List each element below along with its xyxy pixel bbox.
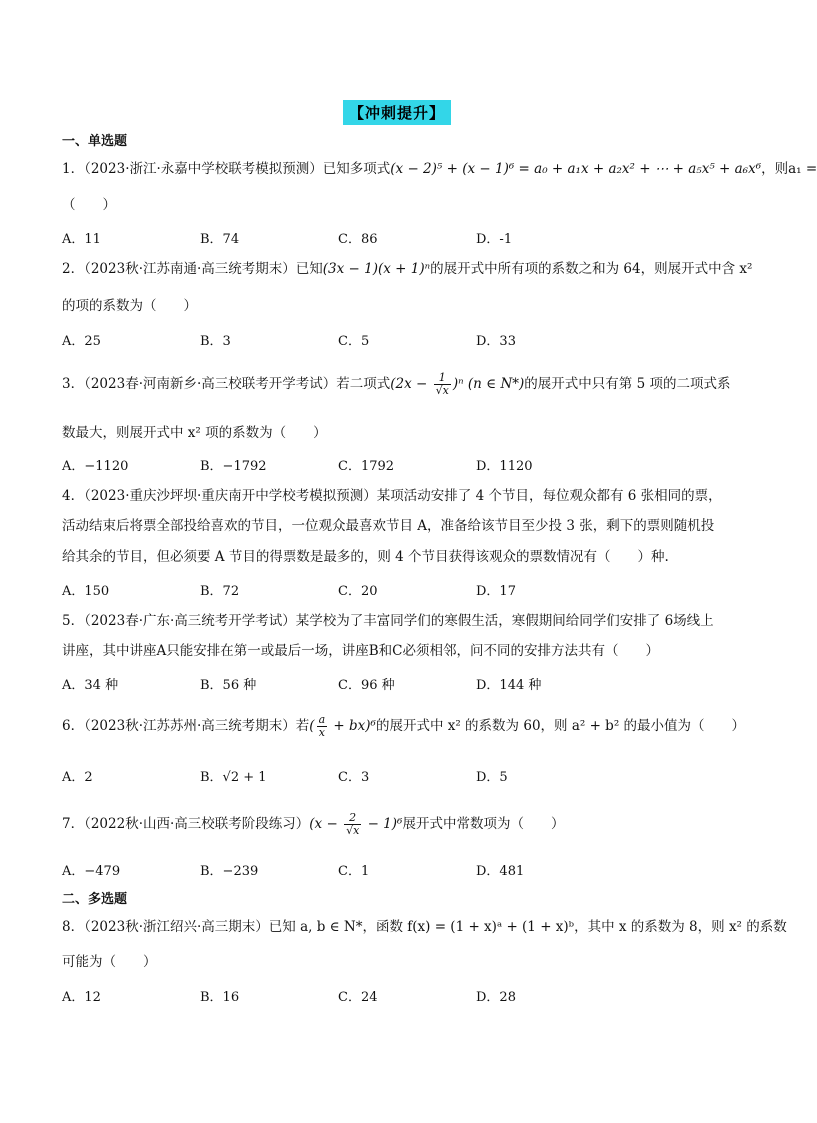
question-7-options xyxy=(62,860,742,880)
option-b: B．74 xyxy=(200,232,240,247)
question-5-line-1: 5．（2023春·广东·高三统考开学考试）某学校为了丰富同学们的寒假生活，寒假期间给同学们安排了 6场线上 xyxy=(62,613,714,629)
option-c: C．86 xyxy=(338,232,378,247)
option-d: D．144 种 xyxy=(476,678,542,693)
question-1-line-1: 1．（2023·浙江·永嘉中学校联考模拟预测）已知多项式(x − 2)⁵ + (x − 1)⁶ = a₀ + a₁x + a₂x² + ⋯ + a₅x⁵ + a₆x⁶，则a₁ = xyxy=(62,161,817,177)
fraction: $\frac{a}{x}$ xyxy=(318,713,326,739)
option-b: B．√2 + 1 xyxy=(200,770,267,785)
option-b: B．−239 xyxy=(200,864,259,879)
option-d: D．1120 xyxy=(476,459,533,474)
fraction: $\frac{2}{√x}$ xyxy=(346,811,360,837)
option-d: D．481 xyxy=(476,864,525,879)
question-5-line-2: 讲座，其中讲座A只能安排在第一或最后一场，讲座B和C必须相邻，问不同的安排方法共有（ ） xyxy=(62,643,659,659)
option-a: A．−479 xyxy=(62,864,121,879)
option-c: C．20 xyxy=(338,584,378,599)
option-b: B．3 xyxy=(200,334,231,349)
option-a: A．−1120 xyxy=(62,459,129,474)
question-3-line-2: 数最大，则展开式中 x² 项的系数为（ ） xyxy=(62,425,327,441)
option-d: D．17 xyxy=(476,584,516,599)
option-a: A．34 种 xyxy=(62,678,119,693)
option-a: A．150 xyxy=(62,584,110,599)
option-c: C．3 xyxy=(338,770,370,785)
question-3-line-1: 3．（2023春·河南新乡·高三校联考开学考试）若二项式(2x − $\frac{1}{√x}$ )ⁿ (n ∈ N*)的展开式中只有第 5 项的二项式系 xyxy=(62,371,731,397)
title-wrap xyxy=(0,100,794,125)
option-a: A．2 xyxy=(62,770,93,785)
question-1-line-2: （ ） xyxy=(62,197,116,213)
question-4-line-3: 给其余的节目，但必须要 A 节目的得票数是最多的，则 4 个节目获得该观众的票数情况有（ ）种. xyxy=(62,549,669,565)
section-heading-single: 一、单选题 xyxy=(62,134,128,149)
option-d: D．28 xyxy=(476,990,516,1005)
option-c: C．5 xyxy=(338,334,370,349)
question-8-line-2: 可能为（ ） xyxy=(62,954,157,970)
option-c: C．96 种 xyxy=(338,678,395,693)
option-c: C．1792 xyxy=(338,459,395,474)
option-d: D．33 xyxy=(476,334,516,349)
option-a: A．11 xyxy=(62,232,101,247)
question-4-options xyxy=(62,580,742,600)
option-c: C．1 xyxy=(338,864,370,879)
option-a: A．12 xyxy=(62,990,101,1005)
question-8-line-1: 8．（2023秋·浙江绍兴·高三期末）已知 a, b ∈ N*，函数 f(x) = (1 + x)ᵃ + (1 + x)ᵇ，其中 x 的系数为 8，则 x² 的系数 xyxy=(62,919,787,935)
page-title: 【冲刺提升】 xyxy=(343,100,451,125)
question-4-line-2: 活动结束后将票全部投给喜欢的节目，一位观众最喜欢节目 A，准备给该节目至少投 3 张，剩下的票则随机投 xyxy=(62,518,715,534)
question-4-line-1: 4．（2023·重庆沙坪坝·重庆南开中学校考模拟预测）某项活动安排了 4 个节目，每位观众都有 6 张相同的票， xyxy=(62,488,722,504)
option-b: B．72 xyxy=(200,584,240,599)
option-b: B．−1792 xyxy=(200,459,267,474)
section-heading-multi: 二、多选题 xyxy=(62,892,128,907)
question-5-options xyxy=(62,674,742,694)
question-8-options xyxy=(62,986,742,1006)
question-1-options xyxy=(62,228,742,248)
option-d: D．-1 xyxy=(476,232,513,247)
option-b: B．16 xyxy=(200,990,240,1005)
question-2-line-1: 2．（2023秋·江苏南通·高三统考期末）已知(3x − 1)(x + 1)ⁿ的展开式中所有项的系数之和为 64，则展开式中含 x² xyxy=(62,261,753,277)
option-b: B．56 种 xyxy=(200,678,257,693)
question-6-options xyxy=(62,766,742,786)
option-c: C．24 xyxy=(338,990,378,1005)
question-2-line-2: 的项的系数为（ ） xyxy=(62,298,197,314)
option-d: D．5 xyxy=(476,770,508,785)
question-2-options xyxy=(62,330,742,350)
option-a: A．25 xyxy=(62,334,101,349)
question-3-options xyxy=(62,455,742,475)
question-7-line-1: 7．（2022秋·山西·高三校联考阶段练习）(x − $\frac{2}{√x}$ − 1)⁶展开式中常数项为（ ） xyxy=(62,811,565,837)
fraction: $\frac{1}{√x}$ xyxy=(435,371,449,397)
question-6-line-1: 6．（2023秋·江苏苏州·高三统考期末）若( $\frac{a}{x}$ + bx)⁶的展开式中 x² 的系数为 60，则 a² + b² 的最小值为（ ） xyxy=(62,713,746,739)
